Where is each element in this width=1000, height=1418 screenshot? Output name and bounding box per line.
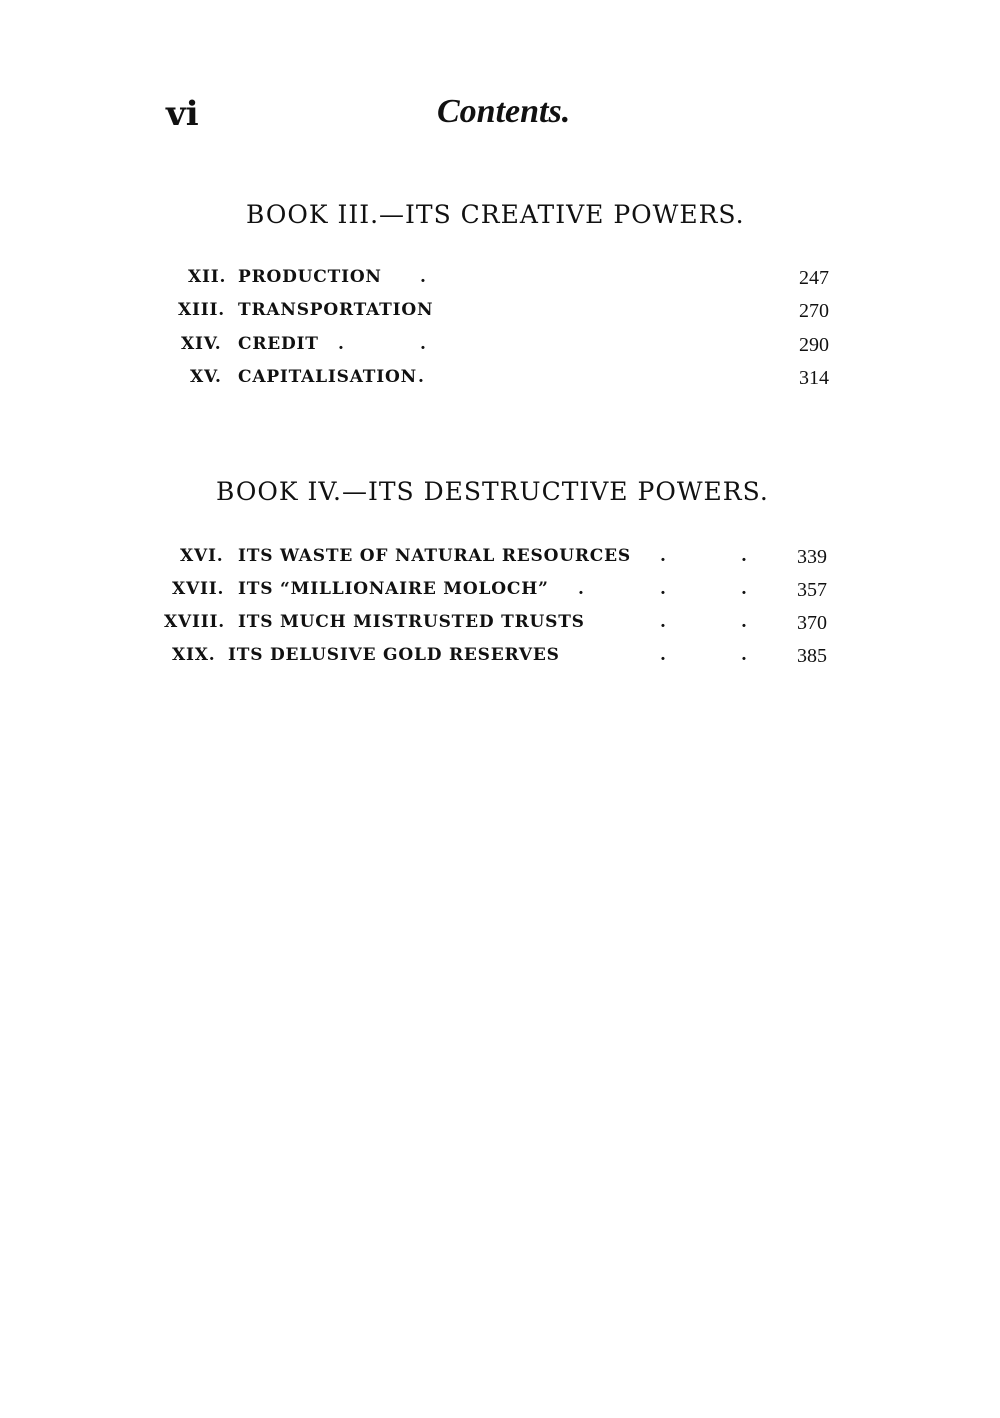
leader-dot: .	[660, 645, 667, 665]
leader-dot: .	[660, 612, 667, 632]
book-heading: BOOK IV.—ITS DESTRUCTIVE POWERS.	[216, 477, 769, 506]
toc-entry	[0, 334, 1000, 362]
chapter-numeral: XIX.	[172, 645, 216, 665]
chapter-numeral: XIII.	[178, 300, 225, 320]
chapter-numeral: XVIII.	[164, 612, 225, 632]
leader-dot: .	[741, 645, 748, 665]
leader-dot: .	[660, 546, 667, 566]
chapter-title: ITS “MILLIONAIRE MOLOCH”	[238, 579, 549, 599]
book-heading: BOOK III.—ITS CREATIVE POWERS.	[246, 200, 745, 229]
leader-dot: .	[578, 579, 585, 599]
chapter-title: CREDIT	[238, 334, 319, 354]
chapter-page: 314	[799, 367, 829, 389]
page-number: vi	[166, 94, 199, 134]
chapter-numeral: XII.	[188, 267, 227, 287]
chapter-title: ITS WASTE OF NATURAL RESOURCES	[238, 546, 631, 566]
chapter-page: 370	[797, 612, 827, 634]
toc-entry	[0, 300, 1000, 328]
leader-dot: .	[741, 546, 748, 566]
leader-dot: .	[420, 334, 427, 354]
toc-entry	[0, 612, 1000, 640]
chapter-page: 357	[797, 579, 827, 601]
leader-dot: .	[741, 579, 748, 599]
chapter-page: 290	[799, 334, 829, 356]
toc-entry	[0, 367, 1000, 395]
leader-dot: .	[338, 334, 345, 354]
chapter-page: 270	[799, 300, 829, 322]
chapter-numeral: XVII.	[172, 579, 225, 599]
chapter-page: 385	[797, 645, 827, 667]
chapter-title: CAPITALISATION	[238, 367, 417, 387]
chapter-title: TRANSPORTATION	[238, 300, 434, 320]
toc-entry	[0, 645, 1000, 673]
leader-dot: .	[741, 612, 748, 632]
toc-entry	[0, 267, 1000, 295]
chapter-title: ITS MUCH MISTRUSTED TRUSTS	[238, 612, 585, 632]
chapter-title: ITS DELUSIVE GOLD RESERVES	[228, 645, 560, 665]
chapter-page: 339	[797, 546, 827, 568]
leader-dot: .	[660, 579, 667, 599]
chapter-numeral: XVI.	[180, 546, 224, 566]
chapter-title: PRODUCTION	[238, 267, 382, 287]
toc-entry	[0, 579, 1000, 607]
chapter-numeral: XV.	[190, 367, 222, 387]
leader-dot: .	[420, 267, 427, 287]
chapter-numeral: XIV.	[181, 334, 222, 354]
leader-dot: .	[418, 367, 425, 387]
toc-entry	[0, 546, 1000, 574]
chapter-page: 247	[799, 267, 829, 289]
running-title: Contents.	[437, 93, 571, 130]
